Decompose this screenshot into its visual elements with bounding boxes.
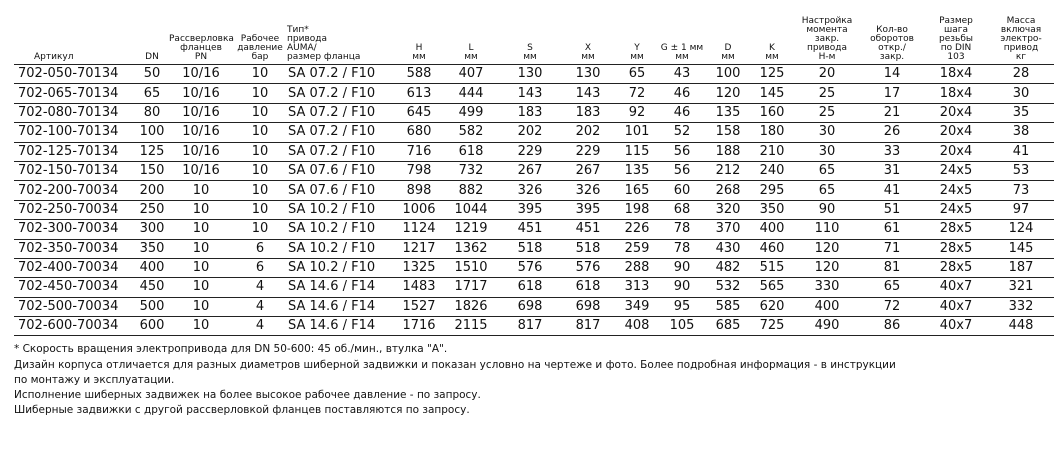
cell-k: 240 [750, 161, 794, 180]
cell-thread: 28x5 [924, 239, 988, 258]
cell-s: 267 [500, 161, 560, 180]
cell-y: 313 [616, 278, 658, 297]
cell-s: 817 [500, 317, 560, 336]
cell-art: 702-350-70034 [14, 239, 136, 258]
cell-type: SA 14.6 / F14 [286, 317, 396, 336]
cell-l: 499 [442, 103, 500, 122]
table-row [14, 103, 1054, 122]
cell-l: 1826 [442, 297, 500, 316]
cell-h: 1483 [396, 278, 442, 297]
cell-thread: 20x4 [924, 123, 988, 142]
cell-h: 680 [396, 123, 442, 142]
cell-pressure: 10 [234, 123, 286, 142]
cell-turns: 21 [860, 103, 924, 122]
cell-pn: 10/16 [168, 161, 234, 180]
cell-torque: 65 [794, 181, 860, 200]
cell-y: 65 [616, 65, 658, 84]
cell-x: 202 [560, 123, 616, 142]
cell-pressure: 10 [234, 103, 286, 122]
table-row [14, 123, 1054, 142]
column-header-pn: Рассверловка фланцев PN [168, 4, 234, 65]
cell-torque: 400 [794, 297, 860, 316]
cell-g: 46 [658, 84, 706, 103]
column-header-dn: DN [136, 4, 168, 65]
cell-mass: 124 [988, 220, 1054, 239]
cell-art: 702-150-70134 [14, 161, 136, 180]
cell-art: 702-050-70134 [14, 65, 136, 84]
cell-turns: 14 [860, 65, 924, 84]
column-header-pressure: Рабочее давление бар [234, 4, 286, 65]
cell-g: 56 [658, 142, 706, 161]
cell-torque: 110 [794, 220, 860, 239]
cell-pn: 10/16 [168, 84, 234, 103]
cell-torque: 25 [794, 103, 860, 122]
table-row [14, 142, 1054, 161]
cell-mass: 321 [988, 278, 1054, 297]
cell-pressure: 4 [234, 278, 286, 297]
cell-torque: 25 [794, 84, 860, 103]
cell-pressure: 10 [234, 181, 286, 200]
cell-thread: 40x7 [924, 297, 988, 316]
cell-y: 72 [616, 84, 658, 103]
cell-y: 349 [616, 297, 658, 316]
cell-pn: 10 [168, 258, 234, 277]
cell-k: 160 [750, 103, 794, 122]
cell-art: 702-125-70134 [14, 142, 136, 161]
column-header-y: Y мм [616, 4, 658, 65]
table-row [14, 220, 1054, 239]
cell-d: 320 [706, 200, 750, 219]
cell-art: 702-100-70134 [14, 123, 136, 142]
cell-y: 115 [616, 142, 658, 161]
cell-pressure: 10 [234, 161, 286, 180]
cell-d: 685 [706, 317, 750, 336]
table-header-row [14, 4, 1054, 65]
cell-thread: 40x7 [924, 278, 988, 297]
cell-thread: 20x4 [924, 142, 988, 161]
cell-g: 90 [658, 278, 706, 297]
cell-turns: 31 [860, 161, 924, 180]
cell-turns: 51 [860, 200, 924, 219]
cell-dn: 500 [136, 297, 168, 316]
table-body [14, 65, 1054, 336]
cell-pn: 10/16 [168, 123, 234, 142]
cell-k: 515 [750, 258, 794, 277]
column-header-mass: Масса включая электро- привод кг [988, 4, 1054, 65]
column-header-x: X мм [560, 4, 616, 65]
table-row [14, 181, 1054, 200]
cell-torque: 120 [794, 239, 860, 258]
cell-d: 532 [706, 278, 750, 297]
cell-y: 288 [616, 258, 658, 277]
cell-g: 95 [658, 297, 706, 316]
cell-x: 451 [560, 220, 616, 239]
cell-k: 350 [750, 200, 794, 219]
column-header-d: D мм [706, 4, 750, 65]
cell-l: 732 [442, 161, 500, 180]
cell-y: 226 [616, 220, 658, 239]
cell-type: SA 10.2 / F10 [286, 220, 396, 239]
cell-art: 702-500-70034 [14, 297, 136, 316]
cell-d: 430 [706, 239, 750, 258]
cell-s: 698 [500, 297, 560, 316]
cell-type: SA 07.2 / F10 [286, 84, 396, 103]
footnotes [14, 342, 1053, 418]
cell-turns: 61 [860, 220, 924, 239]
cell-s: 451 [500, 220, 560, 239]
cell-h: 588 [396, 65, 442, 84]
cell-g: 46 [658, 103, 706, 122]
cell-type: SA 14.6 / F14 [286, 297, 396, 316]
cell-thread: 40x7 [924, 317, 988, 336]
cell-y: 259 [616, 239, 658, 258]
cell-dn: 250 [136, 200, 168, 219]
cell-d: 135 [706, 103, 750, 122]
cell-torque: 330 [794, 278, 860, 297]
cell-torque: 30 [794, 142, 860, 161]
cell-thread: 18x4 [924, 84, 988, 103]
cell-type: SA 10.2 / F10 [286, 239, 396, 258]
cell-d: 212 [706, 161, 750, 180]
cell-dn: 125 [136, 142, 168, 161]
cell-l: 1044 [442, 200, 500, 219]
cell-s: 576 [500, 258, 560, 277]
cell-type: SA 07.6 / F10 [286, 181, 396, 200]
cell-thread: 28x5 [924, 258, 988, 277]
cell-pressure: 10 [234, 142, 286, 161]
cell-k: 210 [750, 142, 794, 161]
cell-h: 645 [396, 103, 442, 122]
cell-d: 370 [706, 220, 750, 239]
cell-k: 460 [750, 239, 794, 258]
cell-art: 702-400-70034 [14, 258, 136, 277]
table-row [14, 161, 1054, 180]
column-header-turns: Кол-во оборотов откр./ закр. [860, 4, 924, 65]
cell-x: 395 [560, 200, 616, 219]
cell-s: 518 [500, 239, 560, 258]
cell-pn: 10/16 [168, 65, 234, 84]
cell-mass: 38 [988, 123, 1054, 142]
cell-x: 183 [560, 103, 616, 122]
cell-type: SA 10.2 / F10 [286, 258, 396, 277]
cell-art: 702-065-70134 [14, 84, 136, 103]
footnote: Шиберные задвижки с другой рассверловкой фланцев поставляются по запросу. [14, 404, 470, 417]
cell-s: 183 [500, 103, 560, 122]
cell-thread: 24x5 [924, 161, 988, 180]
cell-dn: 200 [136, 181, 168, 200]
cell-h: 1716 [396, 317, 442, 336]
cell-art: 702-080-70134 [14, 103, 136, 122]
cell-torque: 120 [794, 258, 860, 277]
cell-dn: 400 [136, 258, 168, 277]
cell-g: 68 [658, 200, 706, 219]
table-row [14, 278, 1054, 297]
cell-pn: 10 [168, 278, 234, 297]
cell-dn: 80 [136, 103, 168, 122]
cell-dn: 100 [136, 123, 168, 142]
column-header-thread: Размер шага резьбы по DIN 103 [924, 4, 988, 65]
cell-mass: 187 [988, 258, 1054, 277]
cell-y: 165 [616, 181, 658, 200]
cell-h: 1006 [396, 200, 442, 219]
cell-k: 295 [750, 181, 794, 200]
cell-h: 716 [396, 142, 442, 161]
cell-g: 60 [658, 181, 706, 200]
cell-x: 267 [560, 161, 616, 180]
cell-s: 143 [500, 84, 560, 103]
cell-mass: 53 [988, 161, 1054, 180]
table-row [14, 317, 1054, 336]
cell-g: 56 [658, 161, 706, 180]
cell-type: SA 07.2 / F10 [286, 65, 396, 84]
cell-h: 1217 [396, 239, 442, 258]
cell-h: 798 [396, 161, 442, 180]
cell-pn: 10/16 [168, 103, 234, 122]
cell-mass: 97 [988, 200, 1054, 219]
table-row [14, 297, 1054, 316]
cell-mass: 28 [988, 65, 1054, 84]
cell-pn: 10 [168, 220, 234, 239]
column-header-l: L мм [442, 4, 500, 65]
cell-art: 702-300-70034 [14, 220, 136, 239]
cell-torque: 65 [794, 161, 860, 180]
cell-pn: 10 [168, 317, 234, 336]
cell-l: 1219 [442, 220, 500, 239]
specs-table [14, 4, 1054, 336]
cell-pressure: 10 [234, 65, 286, 84]
cell-d: 585 [706, 297, 750, 316]
column-header-h: H мм [396, 4, 442, 65]
cell-d: 268 [706, 181, 750, 200]
table-row [14, 200, 1054, 219]
cell-x: 618 [560, 278, 616, 297]
cell-x: 698 [560, 297, 616, 316]
cell-x: 143 [560, 84, 616, 103]
cell-pn: 10 [168, 297, 234, 316]
cell-g: 43 [658, 65, 706, 84]
cell-torque: 20 [794, 65, 860, 84]
cell-k: 125 [750, 65, 794, 84]
cell-pressure: 4 [234, 317, 286, 336]
cell-x: 817 [560, 317, 616, 336]
cell-pressure: 4 [234, 297, 286, 316]
cell-h: 1527 [396, 297, 442, 316]
footnote: * Скорость вращения электропривода для DN 50-600: 45 об./мин., втулка "А". [14, 343, 448, 356]
column-header-torque: Настройка момента закр. привода Н-м [794, 4, 860, 65]
cell-g: 78 [658, 239, 706, 258]
cell-d: 482 [706, 258, 750, 277]
footnote: Дизайн корпуса отличается для разных диаметров шиберной задвижки и показан условно на чертеже и фото. Более подробная информация - в инструкции [14, 358, 896, 371]
cell-s: 229 [500, 142, 560, 161]
cell-s: 130 [500, 65, 560, 84]
cell-l: 618 [442, 142, 500, 161]
cell-dn: 50 [136, 65, 168, 84]
cell-dn: 150 [136, 161, 168, 180]
cell-mass: 145 [988, 239, 1054, 258]
cell-mass: 41 [988, 142, 1054, 161]
cell-dn: 65 [136, 84, 168, 103]
cell-turns: 41 [860, 181, 924, 200]
cell-k: 725 [750, 317, 794, 336]
cell-x: 326 [560, 181, 616, 200]
cell-dn: 350 [136, 239, 168, 258]
cell-turns: 33 [860, 142, 924, 161]
cell-turns: 17 [860, 84, 924, 103]
cell-pressure: 10 [234, 220, 286, 239]
cell-mass: 35 [988, 103, 1054, 122]
cell-mass: 30 [988, 84, 1054, 103]
column-header-g: G ± 1 мм мм [658, 4, 706, 65]
cell-torque: 30 [794, 123, 860, 142]
cell-d: 100 [706, 65, 750, 84]
column-header-art: Артикул [14, 4, 136, 65]
cell-g: 105 [658, 317, 706, 336]
cell-h: 898 [396, 181, 442, 200]
cell-thread: 20x4 [924, 103, 988, 122]
cell-k: 565 [750, 278, 794, 297]
cell-g: 90 [658, 258, 706, 277]
cell-mass: 448 [988, 317, 1054, 336]
footnote: по монтажу и эксплуатации. [14, 373, 175, 386]
cell-s: 326 [500, 181, 560, 200]
cell-y: 135 [616, 161, 658, 180]
cell-thread: 24x5 [924, 181, 988, 200]
cell-l: 582 [442, 123, 500, 142]
table-row [14, 84, 1054, 103]
cell-l: 1717 [442, 278, 500, 297]
cell-turns: 26 [860, 123, 924, 142]
cell-s: 618 [500, 278, 560, 297]
cell-y: 408 [616, 317, 658, 336]
cell-d: 120 [706, 84, 750, 103]
table-row [14, 239, 1054, 258]
cell-turns: 71 [860, 239, 924, 258]
cell-torque: 490 [794, 317, 860, 336]
table-row [14, 65, 1054, 84]
cell-type: SA 10.2 / F10 [286, 200, 396, 219]
cell-l: 2115 [442, 317, 500, 336]
cell-type: SA 07.2 / F10 [286, 142, 396, 161]
cell-k: 145 [750, 84, 794, 103]
cell-h: 1124 [396, 220, 442, 239]
cell-x: 229 [560, 142, 616, 161]
cell-h: 1325 [396, 258, 442, 277]
cell-k: 620 [750, 297, 794, 316]
cell-k: 400 [750, 220, 794, 239]
cell-mass: 73 [988, 181, 1054, 200]
cell-y: 198 [616, 200, 658, 219]
cell-pn: 10 [168, 239, 234, 258]
cell-l: 1510 [442, 258, 500, 277]
cell-x: 130 [560, 65, 616, 84]
cell-pn: 10/16 [168, 142, 234, 161]
cell-l: 407 [442, 65, 500, 84]
cell-pressure: 10 [234, 200, 286, 219]
cell-d: 158 [706, 123, 750, 142]
cell-x: 518 [560, 239, 616, 258]
column-header-s: S мм [500, 4, 560, 65]
cell-type: SA 07.2 / F10 [286, 103, 396, 122]
column-header-type: Тип* привода AUMA/ размер фланца [286, 4, 396, 65]
cell-mass: 332 [988, 297, 1054, 316]
cell-pressure: 6 [234, 239, 286, 258]
cell-y: 101 [616, 123, 658, 142]
cell-l: 444 [442, 84, 500, 103]
cell-s: 202 [500, 123, 560, 142]
cell-torque: 90 [794, 200, 860, 219]
cell-art: 702-200-70034 [14, 181, 136, 200]
cell-turns: 65 [860, 278, 924, 297]
cell-d: 188 [706, 142, 750, 161]
cell-pressure: 10 [234, 84, 286, 103]
cell-dn: 450 [136, 278, 168, 297]
cell-thread: 18x4 [924, 65, 988, 84]
cell-art: 702-600-70034 [14, 317, 136, 336]
cell-type: SA 07.6 / F10 [286, 161, 396, 180]
cell-type: SA 14.6 / F14 [286, 278, 396, 297]
cell-s: 395 [500, 200, 560, 219]
table-row [14, 258, 1054, 277]
footnote: Исполнение шиберных задвижек на более высокое рабочее давление - по запросу. [14, 389, 481, 402]
cell-l: 882 [442, 181, 500, 200]
cell-thread: 28x5 [924, 220, 988, 239]
cell-art: 702-250-70034 [14, 200, 136, 219]
cell-art: 702-450-70034 [14, 278, 136, 297]
cell-turns: 86 [860, 317, 924, 336]
cell-y: 92 [616, 103, 658, 122]
cell-turns: 81 [860, 258, 924, 277]
cell-g: 52 [658, 123, 706, 142]
cell-pn: 10 [168, 181, 234, 200]
cell-dn: 600 [136, 317, 168, 336]
column-header-k: K мм [750, 4, 794, 65]
cell-k: 180 [750, 123, 794, 142]
cell-dn: 300 [136, 220, 168, 239]
cell-h: 613 [396, 84, 442, 103]
cell-g: 78 [658, 220, 706, 239]
cell-thread: 24x5 [924, 200, 988, 219]
cell-l: 1362 [442, 239, 500, 258]
cell-turns: 72 [860, 297, 924, 316]
cell-pressure: 6 [234, 258, 286, 277]
cell-pn: 10 [168, 200, 234, 219]
cell-x: 576 [560, 258, 616, 277]
cell-type: SA 07.2 / F10 [286, 123, 396, 142]
